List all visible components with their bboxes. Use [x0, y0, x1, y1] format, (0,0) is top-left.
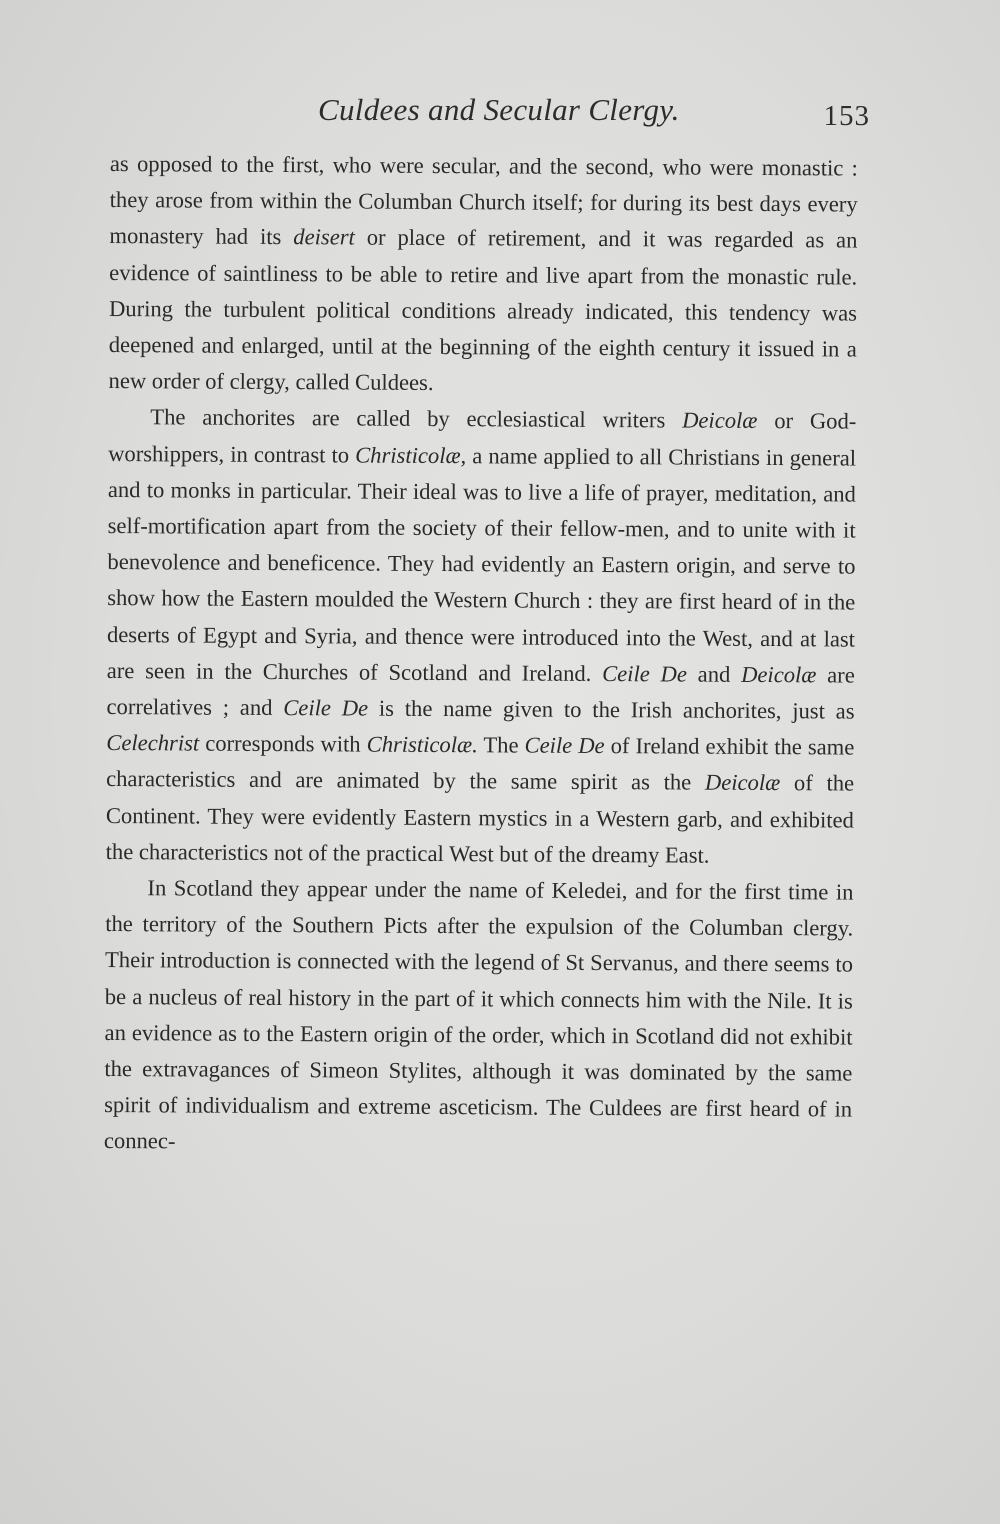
paragraph	[104, 870, 854, 1164]
text-run: The	[477, 732, 525, 758]
text-run: of the Continent. They were evidently Eastern mystics in a Western garb, and exhibited the characteristics not of the practical West but of the dreamy East.	[105, 770, 855, 868]
text-run: a name applied to all Christians in general and to monks in particular. Their ideal was to live a life of prayer, meditation, and self-mortification apart from the society of their fellow-men, and to unite with it benevolence and beneficence. They had evidently an Eastern origin, and serve to show how the Eastern moulded the Western Church : they are first heard of in the deserts of Egypt and Syria, and thence were introduced into the West, and at last are seen in the Churches of Scotland and Ireland.	[106, 442, 857, 686]
text-run: is the name given to the Irish anchorites, just as	[368, 695, 855, 724]
text-run: of Ireland exhibit the same characteristics and are animated by the same spirit as the	[106, 733, 855, 796]
italic-term: deisert	[293, 224, 355, 250]
running-head	[110, 92, 870, 136]
paragraph	[106, 399, 857, 874]
italic-term: Deicolæ	[704, 770, 781, 796]
italic-term: Ceile De	[283, 695, 369, 721]
italic-term: Deicolæ	[682, 407, 758, 434]
page-number: 153	[823, 100, 870, 132]
italic-term: Christicolæ.	[366, 731, 478, 758]
text-run: or place of retirement, and it was regarded as an evidence of saintliness to be able to retire and live apart from the monastic rule. During the turbulent political conditions already indicated, this tendency was deepened and enlarged, until at the beginning of the eighth century it issued in a new order of clergy, called Culdees.	[108, 224, 858, 396]
text-run: or God-worshippers, in contrast to	[108, 408, 857, 468]
italic-term: Ceile De	[524, 732, 605, 759]
italic-term: Ceile De	[602, 660, 688, 687]
text-run: In Scotland they appear under the name of Keledei, and for the first time in the territory of the Southern Picts after the expulsion of the Columban clergy. Their introduction is connected with the legend of St Servanus, and there seems to be a nucleus of real history in the part of it which connects him with the Nile. It is an evidence as to the Eastern origin of the order, which in Scotland did not exhibit the extravagances of Simeon Stylites, although it was dominated by the same spirit of individualism and extreme asceticism. The Culdees are first heard of in connec-	[103, 875, 854, 1154]
italic-term: Deicolæ	[741, 661, 817, 688]
italic-term: Christicolæ,	[355, 442, 467, 468]
text-run: corresponds with	[199, 730, 367, 757]
text-run: The anchorites are called by ecclesiastical writers	[150, 404, 683, 433]
text-run: are correlatives ; and	[106, 662, 855, 721]
running-head-title: Culdees and Secular Clergy.	[318, 92, 680, 127]
text-run: as opposed to the first, who were secular, and the second, who were monastic : they arose from within the Columban Church itself; for during its best days every monastery had its	[109, 150, 858, 250]
body-text	[104, 146, 858, 1164]
italic-term: Celechrist	[106, 730, 200, 756]
paragraph	[108, 146, 858, 404]
text-run: and	[686, 661, 742, 687]
